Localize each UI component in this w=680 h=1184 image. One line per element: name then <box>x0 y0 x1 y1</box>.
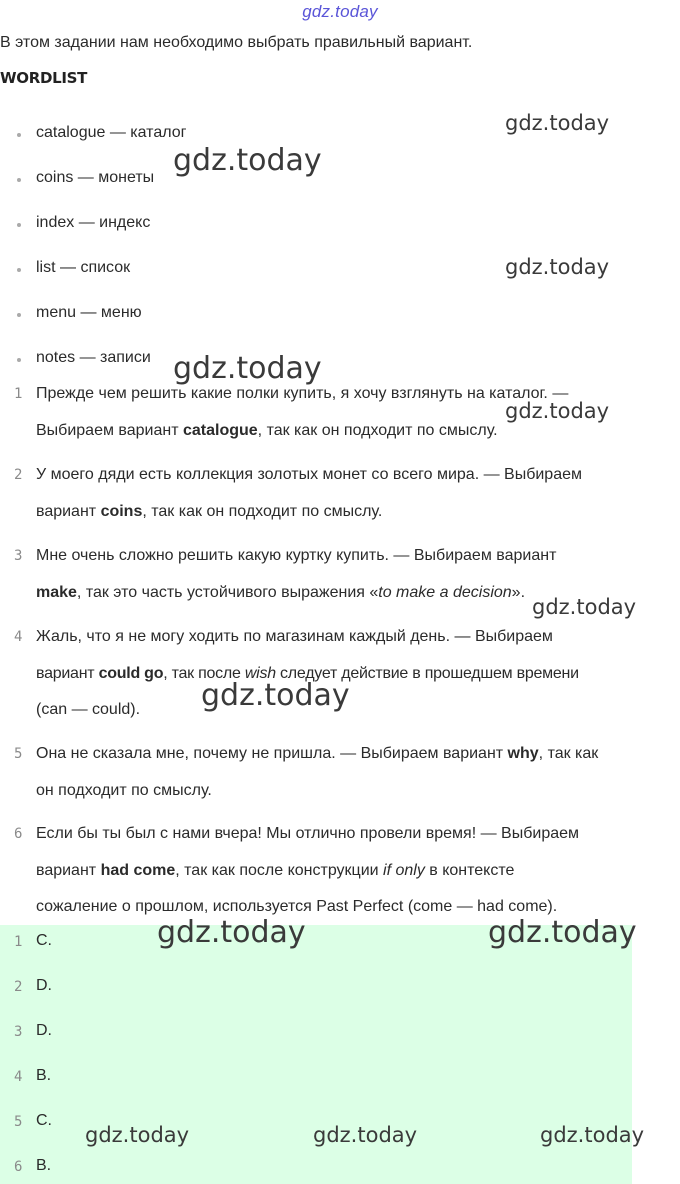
bullet-icon <box>17 313 21 317</box>
watermark: gdz.today <box>540 1123 645 1147</box>
watermark: gdz.today <box>488 915 637 950</box>
watermark: gdz.today <box>201 678 350 713</box>
bullet-icon <box>17 358 21 362</box>
watermark: gdz.today <box>505 255 610 279</box>
watermark: gdz.today <box>532 595 637 619</box>
watermark: gdz.today <box>505 111 610 135</box>
bullet-icon <box>17 223 21 227</box>
watermark: gdz.today <box>173 351 322 386</box>
header-watermark: gdz.today <box>302 2 378 21</box>
intro-text: В этом задании нам необходимо выбрать правильный вариант. <box>0 34 473 51</box>
bullet-icon <box>17 178 21 182</box>
wordlist-heading: WORDLIST <box>0 69 88 87</box>
watermark: gdz.today <box>85 1123 190 1147</box>
watermark: gdz.today <box>505 399 610 423</box>
watermark: gdz.today <box>313 1123 418 1147</box>
bullet-icon <box>17 133 21 137</box>
watermark: gdz.today <box>157 915 306 950</box>
bullet-icon <box>17 268 21 272</box>
watermark: gdz.today <box>173 143 322 178</box>
